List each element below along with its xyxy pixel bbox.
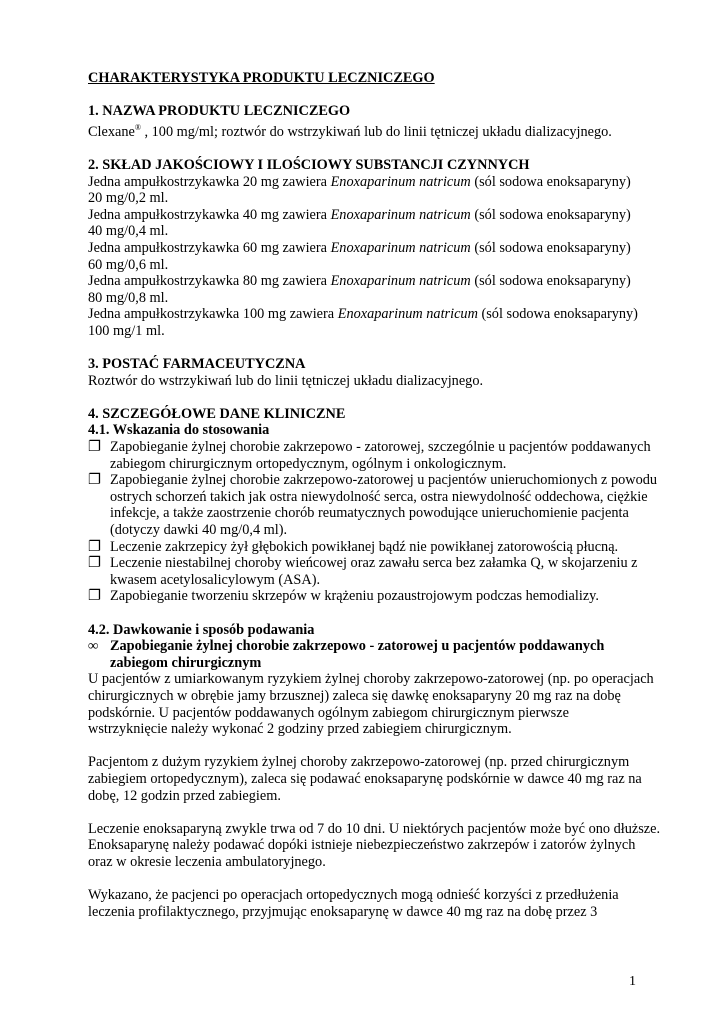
dosage-subpoint-line: Zapobieganie żylnej chorobie zakrzepowo - zatorowej u pacjentów poddawanych [110, 638, 605, 655]
product-description: , 100 mg/ml; roztwór do wstrzykiwań lub do linii tętniczej układu dializacyjnego. [140, 123, 612, 140]
page-number: 1 [629, 974, 636, 989]
registered-mark: ® [134, 122, 141, 132]
paragraph-line: Wykazano, że pacjenci po operacjach ortopedycznych mogą odnieść korzyści z przedłużenia [88, 887, 619, 904]
composition-inn: Enoxaparinum natricum [330, 239, 471, 256]
section-4-heading: 4. SZCZEGÓŁOWE DANE KLINICZNE [88, 405, 346, 422]
section-1-heading: 1. NAZWA PRODUKTU LECZNICZEGO [88, 103, 351, 120]
composition-line [88, 174, 688, 191]
paragraph-line: Enoksaparynę należy podawać dopóki istnieje niebezpieczeństwo zakrzepów i zatorów żylnych [88, 837, 636, 854]
paragraph-line: wstrzyknięcie należy wykonać 2 godziny przed zabiegiem chirurgicznym. [88, 721, 512, 738]
checkbox-bullet-icon: ❐ [88, 555, 101, 572]
composition-salt: (sól sodowa enoksaparyny) [470, 273, 631, 290]
checkbox-bullet-icon: ❐ [88, 588, 101, 605]
composition-text: Jedna ampułkostrzykawka 40 mg zawiera [88, 206, 331, 223]
composition-inn: Enoxaparinum natricum [337, 306, 478, 323]
composition-dose: 100 mg/1 ml. [88, 322, 165, 339]
product-name: Clexane [88, 123, 135, 140]
paragraph-line: Leczenie enoksaparyną zwykle trwa od 7 do 10 dni. U niektórych pacjentów może być ono dłuższe. [88, 820, 661, 837]
infinity-bullet-icon: ∞ [88, 638, 99, 655]
indication-line: kwasem acetylosalicylowym (ASA). [110, 571, 321, 588]
section-2-heading: 2. SKŁAD JAKOŚCIOWY I ILOŚCIOWY SUBSTANCJI CZYNNYCH [88, 156, 530, 173]
dosage-paragraph [88, 671, 688, 737]
paragraph-line: leczenia profilaktycznego, przyjmując enoksaparynę w dawce 40 mg raz na dobę przez 3 [88, 903, 598, 920]
indication-line: (dotyczy dawki 40 mg/0,4 ml). [110, 522, 288, 539]
product-name-line [88, 120, 688, 141]
composition-list [88, 174, 688, 340]
dosage-subpoint [88, 638, 688, 671]
indication-item [88, 555, 688, 588]
composition-line [88, 207, 688, 224]
composition-salt: (sól sodowa enoksaparyny) [470, 239, 631, 256]
composition-inn: Enoxaparinum natricum [330, 273, 471, 290]
composition-text: Jedna ampułkostrzykawka 80 mg zawiera [88, 273, 331, 290]
pharmaceutical-form: Roztwór do wstrzykiwań lub do linii tętniczej układu dializacyjnego. [88, 372, 484, 389]
composition-line [88, 306, 688, 323]
dosage-subpoint-line: zabiegom chirurgicznym [110, 654, 262, 671]
indication-item [88, 539, 688, 556]
composition-text: Jedna ampułkostrzykawka 20 mg zawiera [88, 173, 331, 190]
composition-dose: 80 mg/0,8 ml. [88, 289, 169, 306]
indication-line: Zapobieganie żylnej chorobie zakrzepowo-zatorowej u pacjentów unieruchomionych z powodu [110, 472, 658, 489]
composition-inn: Enoxaparinum natricum [330, 206, 471, 223]
dosage-paragraph [88, 754, 688, 804]
indication-line: Leczenie niestabilnej choroby wieńcowej oraz zawału serca bez załamka Q, w skojarzeniu z [110, 555, 638, 572]
composition-dose: 60 mg/0,6 ml. [88, 256, 169, 273]
composition-dose: 20 mg/0,2 ml. [88, 190, 169, 207]
indication-item [88, 588, 688, 605]
indication-line: Zapobieganie tworzeniu skrzepów w krążeniu pozaustrojowym podczas hemodializy. [110, 588, 599, 605]
paragraph-line: Pacjentom z dużym ryzykiem żylnej choroby zakrzepowo-zatorowej (np. przed chirurgicznym [88, 754, 630, 771]
indication-line: infekcje, a także zaostrzenie chorób reumatycznych powodujące unieruchomienie pacjenta [110, 505, 629, 522]
document-page [88, 70, 688, 920]
composition-line [88, 273, 688, 290]
document-title: CHARAKTERYSTYKA PRODUKTU LECZNICZEGO [88, 70, 435, 86]
indication-item [88, 439, 688, 472]
paragraph-line: zabiegiem ortopedycznym), zaleca się podawać enoksaparynę podskórnie w dawce 40 mg raz na [88, 770, 642, 787]
paragraph-line: podskórnie. U pacjentów poddawanych ogólnym zabiegom chirurgicznym pierwsze [88, 704, 569, 721]
composition-text: Jedna ampułkostrzykawka 60 mg zawiera [88, 239, 331, 256]
composition-inn: Enoxaparinum natricum [330, 173, 471, 190]
checkbox-bullet-icon: ❐ [88, 472, 101, 489]
checkbox-bullet-icon: ❐ [88, 538, 101, 555]
composition-salt: (sól sodowa enoksaparyny) [477, 306, 638, 323]
indications-list [88, 439, 688, 605]
paragraph-line: U pacjentów z umiarkowanym ryzykiem żylnej choroby zakrzepowo-zatorowej (np. po operacjach [88, 671, 654, 688]
dosage-paragraphs [88, 671, 688, 920]
composition-salt: (sól sodowa enoksaparyny) [470, 206, 631, 223]
indication-line: Zapobieganie żylnej chorobie zakrzepowo - zatorowej, szczególnie u pacjentów poddawanych [110, 439, 651, 456]
indication-line: Leczenie zakrzepicy żył głębokich powikłanej bądź nie powikłanej zatorowością płucną. [110, 538, 619, 555]
composition-text: Jedna ampułkostrzykawka 100 mg zawiera [88, 306, 338, 323]
section-4-2-heading: 4.2. Dawkowanie i sposób podawania [88, 621, 315, 638]
composition-salt: (sól sodowa enoksaparyny) [470, 173, 631, 190]
indication-line: zabiegom chirurgicznym ortopedycznym, ogólnym i onkologicznym. [110, 455, 507, 472]
composition-line [88, 240, 688, 257]
composition-dose: 40 mg/0,4 ml. [88, 223, 169, 240]
section-4-1-heading: 4.1. Wskazania do stosowania [88, 422, 270, 439]
paragraph-line: dobę, 12 godzin przed zabiegiem. [88, 787, 281, 804]
indication-item [88, 472, 688, 538]
checkbox-bullet-icon: ❐ [88, 439, 101, 456]
indication-line: ostrych schorzeń takich jak ostra niewydolność serca, ostra niewydolność oddechowa, ciężkie [110, 488, 648, 505]
paragraph-line: chirurgicznych w obrębie jamy brzusznej) zaleca się dawkę enoksaparyny 20 mg raz na dobę [88, 687, 621, 704]
paragraph-line: oraz w okresie leczenia ambulatoryjnego. [88, 853, 326, 870]
dosage-paragraph [88, 887, 688, 920]
dosage-paragraph [88, 821, 688, 871]
section-3-heading: 3. POSTAĆ FARMACEUTYCZNA [88, 356, 306, 373]
